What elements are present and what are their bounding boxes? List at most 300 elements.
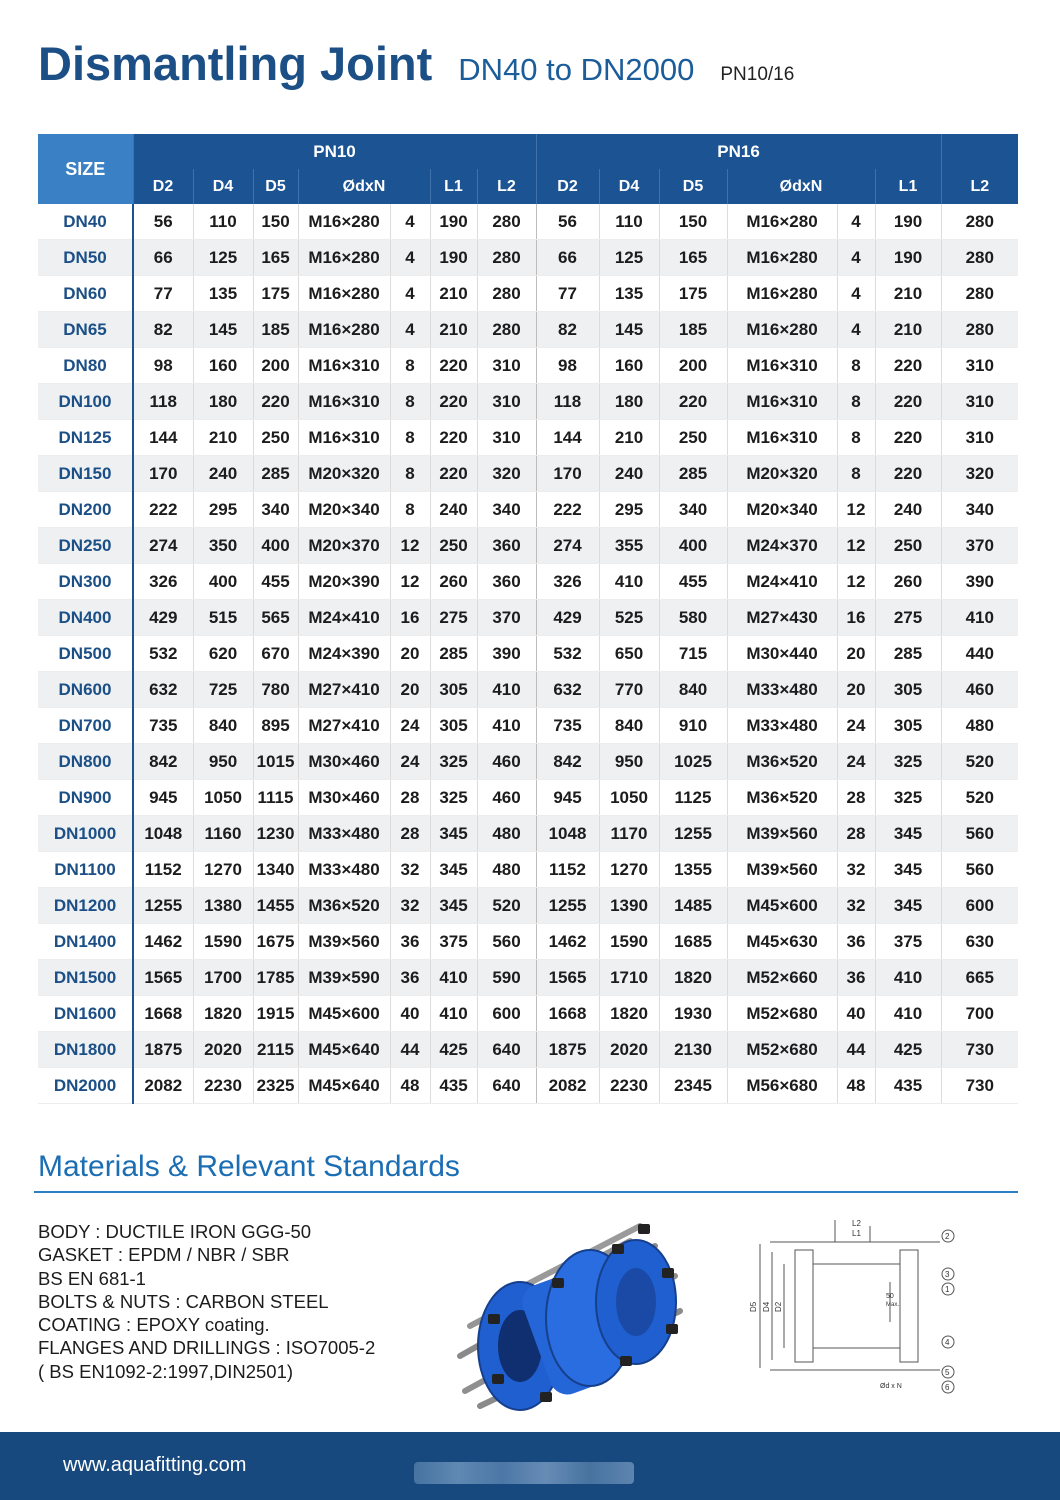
pn10-cell: 895 [253,708,298,744]
pn16-cell: 310 [941,384,1018,420]
pn16-cell: 770 [599,672,659,708]
size-cell: DN150 [38,456,133,492]
table-row [38,1032,1018,1068]
pn16-cell: 410 [875,960,941,996]
callouts [942,1230,954,1393]
pn10-cell: 32 [390,852,430,888]
pn16-cell: 210 [875,276,941,312]
pn10-cell: M45×600 [298,996,390,1032]
pn10-cell: 480 [477,816,536,852]
pn10-cell: M20×320 [298,456,390,492]
pn16-cell: 36 [837,960,875,996]
pn10-cell: 410 [477,708,536,744]
pn10-cell: 175 [253,276,298,312]
pn16-cell: 520 [941,744,1018,780]
pn16-cell: 600 [941,888,1018,924]
pn10-cell: 280 [477,276,536,312]
pn16-cell: M30×440 [727,636,837,672]
pn16-cell: 77 [536,276,599,312]
pn16-cell: 310 [941,420,1018,456]
pn16-cell: 280 [941,312,1018,348]
size-cell: DN1400 [38,924,133,960]
pn10-cell: 670 [253,636,298,672]
pn16-cell: 8 [837,456,875,492]
table-row [38,816,1018,852]
pn16-cell: 1710 [599,960,659,996]
pn16-cell: 2020 [599,1032,659,1068]
pn16-cell: 1125 [659,780,727,816]
pn16-cell: 144 [536,420,599,456]
pn16-cell: 370 [941,528,1018,564]
pn10-cell: M33×480 [298,852,390,888]
pn16-cell: M33×480 [727,672,837,708]
pn10-cell: 8 [390,348,430,384]
pn16-cell: 260 [875,564,941,600]
table-row [38,384,1018,420]
pn16-cell: 160 [599,348,659,384]
pn16-cell: 340 [659,492,727,528]
pn16-cell: 274 [536,528,599,564]
callout-2: 2 [945,1232,950,1241]
pn10-cell: 1565 [133,960,193,996]
pn10-cell: 220 [430,348,477,384]
pn10-cell: 280 [477,312,536,348]
table-row [38,960,1018,996]
pn10-cell: 1270 [193,852,253,888]
pn16-cell: 98 [536,348,599,384]
pn16-cell: 222 [536,492,599,528]
pn10-cell: 8 [390,420,430,456]
pn10-cell: 305 [430,672,477,708]
pn10-cell: 1152 [133,852,193,888]
pn16-header-end [941,134,1018,169]
pn10-cell: 240 [430,492,477,528]
size-cell: DN800 [38,744,133,780]
pn10-cell: M27×410 [298,708,390,744]
pn10-cell: M39×590 [298,960,390,996]
pn10-cell: 4 [390,240,430,276]
pn16-cell: 700 [941,996,1018,1032]
pn10-cell: 326 [133,564,193,600]
size-cell: DN125 [38,420,133,456]
pn16-cell: 4 [837,204,875,240]
footer-bar [0,1432,1060,1500]
pn10-cell: M16×310 [298,348,390,384]
size-cell: DN50 [38,240,133,276]
pn16-cell: 2230 [599,1068,659,1104]
pn10-cell: M24×410 [298,600,390,636]
table-row [38,528,1018,564]
pn10-cell: 260 [430,564,477,600]
pn10-cell: M45×640 [298,1032,390,1068]
flange-bodies [478,1240,676,1410]
pn10-cell: 310 [477,420,536,456]
pn10-cell: 210 [430,276,477,312]
col-header-l1: L1 [875,169,941,204]
pn16-cell: 355 [599,528,659,564]
pn16-cell: 180 [599,384,659,420]
pn16-cell: 1025 [659,744,727,780]
table-row [38,492,1018,528]
pn16-cell: 1170 [599,816,659,852]
pn10-cell: 28 [390,816,430,852]
pn10-cell: 190 [430,204,477,240]
pn10-cell: 1160 [193,816,253,852]
size-cell: DN250 [38,528,133,564]
pn16-cell: 32 [837,888,875,924]
materials-title: Materials & Relevant Standards [38,1150,460,1183]
pn10-cell: 1785 [253,960,298,996]
pn16-cell: 560 [941,816,1018,852]
pn16-cell: 1152 [536,852,599,888]
pn10-cell: 220 [430,456,477,492]
pn10-cell: M36×520 [298,888,390,924]
drawing-label-bolt: Ød x N [880,1383,902,1390]
col-header-l1: L1 [430,169,477,204]
pn16-cell: 210 [875,312,941,348]
pn16-cell: 12 [837,564,875,600]
pn16-cell: 305 [875,672,941,708]
pn16-cell: 532 [536,636,599,672]
drawing-label-l2: L2 [852,1219,861,1228]
pn10-cell: 600 [477,996,536,1032]
pn16-cell: 650 [599,636,659,672]
pn16-cell: M36×520 [727,780,837,816]
callout-1: 1 [945,1285,950,1294]
pn16-cell: 320 [941,456,1018,492]
pn16-cell: 715 [659,636,727,672]
pn16-cell: 455 [659,564,727,600]
pn10-cell: 725 [193,672,253,708]
pn16-cell: M27×430 [727,600,837,636]
pn10-cell: M16×310 [298,384,390,420]
pn10-cell: 435 [430,1068,477,1104]
pn16-cell: 28 [837,816,875,852]
pn16-cell: 210 [599,420,659,456]
material-line: ( BS EN1092-2:1997,DIN2501) [38,1360,294,1382]
col-header-d5: D5 [659,169,727,204]
pn10-cell: 125 [193,240,253,276]
table-row [38,312,1018,348]
pn16-cell: 345 [875,852,941,888]
pn16-cell: 12 [837,492,875,528]
pn10-cell: 1915 [253,996,298,1032]
pn10-cell: 2115 [253,1032,298,1068]
drawing-label-d2: D2 [774,1301,783,1312]
pn16-cell: 950 [599,744,659,780]
table-row [38,996,1018,1032]
size-cell: DN40 [38,204,133,240]
pn16-cell: 240 [875,492,941,528]
pn16-cell: 1255 [536,888,599,924]
col-header-d2: D2 [133,169,193,204]
pn10-cell: 28 [390,780,430,816]
pn10-cell: 455 [253,564,298,600]
pn16-cell: 460 [941,672,1018,708]
size-cell: DN80 [38,348,133,384]
size-cell: DN200 [38,492,133,528]
pn16-cell: 326 [536,564,599,600]
pn16-cell: 345 [875,888,941,924]
drawing-label-d5: D5 [749,1301,758,1312]
size-cell: DN1500 [38,960,133,996]
pn10-cell: 590 [477,960,536,996]
pn10-cell: 220 [253,384,298,420]
table-row [38,600,1018,636]
pn16-cell: 1355 [659,852,727,888]
pn10-cell: 425 [430,1032,477,1068]
pn10-cell: 210 [430,312,477,348]
drawing-label-gap-note: Max. [886,1302,900,1308]
size-cell: DN1000 [38,816,133,852]
pn16-cell: 390 [941,564,1018,600]
size-cell: DN900 [38,780,133,816]
pn10-cell: 840 [193,708,253,744]
pn10-cell: 150 [253,204,298,240]
table-row [38,636,1018,672]
pn10-cell: 222 [133,492,193,528]
pn10-cell: 8 [390,456,430,492]
pn16-cell: M20×340 [727,492,837,528]
pn16-cell: 40 [837,996,875,1032]
pn10-cell: M30×460 [298,780,390,816]
pn16-cell: 325 [875,744,941,780]
pn16-cell: 220 [875,456,941,492]
pn10-cell: 410 [477,672,536,708]
pn10-cell: 24 [390,708,430,744]
pn10-cell: 185 [253,312,298,348]
pn16-cell: 1565 [536,960,599,996]
pn16-cell: 12 [837,528,875,564]
pn10-cell: 118 [133,384,193,420]
pn16-cell: 665 [941,960,1018,996]
pn16-cell: 910 [659,708,727,744]
pn10-cell: 640 [477,1032,536,1068]
size-cell: DN700 [38,708,133,744]
pn16-cell: 185 [659,312,727,348]
pn16-cell: 2082 [536,1068,599,1104]
pn16-cell: 580 [659,600,727,636]
table-row [38,420,1018,456]
pn16-cell: 480 [941,708,1018,744]
pn16-cell: 8 [837,348,875,384]
drawing-label-l1: L1 [852,1229,861,1238]
pn10-cell: 280 [477,240,536,276]
pn16-cell: 125 [599,240,659,276]
pn10-cell: 16 [390,600,430,636]
pn16-cell: 110 [599,204,659,240]
size-cell: DN300 [38,564,133,600]
pn16-cell: 1048 [536,816,599,852]
size-cell: DN2000 [38,1068,133,1104]
pn10-cell: 515 [193,600,253,636]
pn10-cell: 12 [390,528,430,564]
pn16-cell: 1590 [599,924,659,960]
pn10-cell: 620 [193,636,253,672]
material-line: COATING : EPOXY coating. [38,1314,270,1336]
drawing-label-d4: D4 [762,1301,771,1312]
pn16-cell: 275 [875,600,941,636]
table-row [38,924,1018,960]
pn10-cell: 20 [390,672,430,708]
pn10-cell: 2082 [133,1068,193,1104]
pn16-cell: 1485 [659,888,727,924]
pn10-cell: M45×640 [298,1068,390,1104]
pn16-cell: 32 [837,852,875,888]
pn16-cell: 82 [536,312,599,348]
pn16-cell: 8 [837,420,875,456]
size-cell: DN1600 [38,996,133,1032]
pn10-cell: 520 [477,888,536,924]
material-line: GASKET : EPDM / NBR / SBR [38,1244,290,1266]
pn16-cell: 375 [875,924,941,960]
pn16-cell: 44 [837,1032,875,1068]
pn10-header: PN10 [133,134,536,169]
pn16-cell: M36×520 [727,744,837,780]
pn16-cell: 220 [875,348,941,384]
pn10-cell: M16×280 [298,240,390,276]
pn10-cell: 842 [133,744,193,780]
pn10-cell: 945 [133,780,193,816]
pn16-cell: 118 [536,384,599,420]
pn16-cell: M56×680 [727,1068,837,1104]
pn10-cell: 360 [477,564,536,600]
pn10-cell: 32 [390,888,430,924]
pn16-cell: 400 [659,528,727,564]
pn10-cell: 250 [430,528,477,564]
pn16-cell: 1255 [659,816,727,852]
pn10-cell: 250 [253,420,298,456]
pn16-cell: M16×280 [727,312,837,348]
pn16-cell: 425 [875,1032,941,1068]
pn16-cell: 1820 [599,996,659,1032]
pn16-cell: 340 [941,492,1018,528]
pn10-cell: 274 [133,528,193,564]
pn16-cell: 56 [536,204,599,240]
pn10-cell: 145 [193,312,253,348]
pn10-cell: 325 [430,744,477,780]
pn10-cell: 345 [430,888,477,924]
pn10-cell: 1115 [253,780,298,816]
pn10-cell: 345 [430,852,477,888]
pn10-cell: M16×280 [298,204,390,240]
pn16-cell: 945 [536,780,599,816]
pn10-cell: M20×340 [298,492,390,528]
website-link[interactable]: www.aquafitting.com [63,1454,247,1476]
pn16-cell: M45×630 [727,924,837,960]
material-line: FLANGES AND DRILLINGS : ISO7005-2 [38,1337,376,1359]
pn10-cell: 460 [477,744,536,780]
pn16-cell: 305 [875,708,941,744]
pn10-cell: 240 [193,456,253,492]
pn16-cell: 1685 [659,924,727,960]
table-row [38,276,1018,312]
pn16-cell: M39×560 [727,852,837,888]
size-cell: DN65 [38,312,133,348]
pn16-cell: 280 [941,240,1018,276]
col-header-d2: D2 [536,169,599,204]
pn16-cell: 285 [875,636,941,672]
pn10-cell: 190 [430,240,477,276]
pn16-cell: 840 [599,708,659,744]
pn16-header: PN16 [536,134,941,169]
pn10-cell: 735 [133,708,193,744]
pn16-cell: M45×600 [727,888,837,924]
pn10-cell: 275 [430,600,477,636]
pn10-cell: 950 [193,744,253,780]
technical-drawing [740,1212,970,1402]
col-header-l2: L2 [941,169,1018,204]
pn10-cell: 160 [193,348,253,384]
pn16-cell: 66 [536,240,599,276]
drawing-label-gap: 50 [886,1293,894,1300]
size-cell: DN1800 [38,1032,133,1068]
pn10-cell: 82 [133,312,193,348]
size-cell: DN400 [38,600,133,636]
pn16-cell: 1050 [599,780,659,816]
col-header-d5: D5 [253,169,298,204]
pn10-cell: 44 [390,1032,430,1068]
size-cell: DN100 [38,384,133,420]
pn16-cell: 8 [837,384,875,420]
table-row [38,672,1018,708]
pn16-cell: 280 [941,204,1018,240]
pn16-cell: 735 [536,708,599,744]
pn16-cell: 36 [837,924,875,960]
pn10-cell: 220 [430,420,477,456]
pn16-cell: 295 [599,492,659,528]
col-header-d4: D4 [193,169,253,204]
pn10-cell: M33×480 [298,816,390,852]
pn16-cell: 200 [659,348,727,384]
pn16-cell: M39×560 [727,816,837,852]
page-header [38,36,794,91]
pn16-cell: 2130 [659,1032,727,1068]
pn10-cell: 165 [253,240,298,276]
pn10-cell: M20×370 [298,528,390,564]
pn10-cell: 370 [477,600,536,636]
pn10-cell: 170 [133,456,193,492]
pn10-cell: 360 [477,528,536,564]
pn10-cell: 1340 [253,852,298,888]
pn10-cell: M27×410 [298,672,390,708]
pn10-cell: 220 [430,384,477,420]
table-row [38,204,1018,240]
pn10-cell: 410 [430,996,477,1032]
pn16-cell: M16×280 [727,204,837,240]
pn10-cell: 390 [477,636,536,672]
pn16-cell: 28 [837,780,875,816]
pn10-cell: 1230 [253,816,298,852]
pn10-cell: M20×390 [298,564,390,600]
pressure-rating: PN10/16 [720,64,795,85]
pn16-cell: M52×680 [727,996,837,1032]
size-cell: DN500 [38,636,133,672]
pn10-cell: 36 [390,924,430,960]
pn16-cell: 4 [837,276,875,312]
pn10-cell: 1015 [253,744,298,780]
pn16-cell: 20 [837,636,875,672]
pn10-cell: 1700 [193,960,253,996]
pn16-cell: M16×280 [727,276,837,312]
table-row [38,456,1018,492]
page-title: Dismantling Joint [38,37,433,90]
pn10-cell: 8 [390,492,430,528]
pn10-cell: 4 [390,276,430,312]
pn16-cell: 345 [875,816,941,852]
col-header-bolts: ØdxN [727,169,875,204]
pn16-cell: M33×480 [727,708,837,744]
